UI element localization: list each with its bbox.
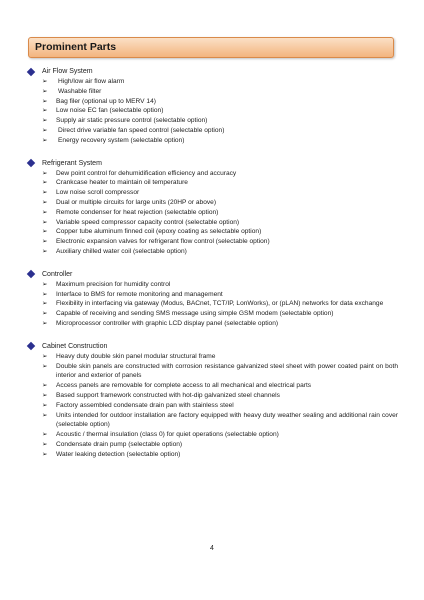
section-refrigerant-system bbox=[26, 158, 398, 257]
section-header bbox=[28, 37, 394, 58]
list-item: ➢ Variable speed compressor capacity control (selectable option) bbox=[42, 218, 240, 226]
section-air-flow-system bbox=[26, 66, 398, 146]
list-item: ➢ Double skin panels are constructed with corrosion resistance galvanized steel sheet with power coated paint on both interior and exterior of panels bbox=[42, 362, 398, 380]
list-item: ➢ Access panels are removable for complete access to all mechanical and electrical parts bbox=[42, 382, 312, 390]
arrow-icon: ➢ bbox=[42, 362, 48, 370]
section-cabinet-construction bbox=[26, 341, 398, 460]
arrow-icon: ➢ bbox=[42, 440, 48, 448]
section-controller bbox=[26, 269, 398, 329]
section-heading bbox=[26, 269, 398, 280]
diamond-icon bbox=[27, 270, 35, 278]
arrow-icon: ➢ bbox=[42, 382, 48, 390]
arrow-icon: ➢ bbox=[42, 411, 48, 419]
list-item: ➢ Dew point control for dehumidification efficiency and accuracy bbox=[42, 169, 237, 177]
arrow-icon: ➢ bbox=[42, 218, 48, 226]
arrow-icon: ➢ bbox=[42, 290, 48, 298]
list-item: ➢ Maximum precision for humidity control bbox=[42, 280, 171, 288]
arrow-icon: ➢ bbox=[42, 228, 48, 236]
arrow-icon: ➢ bbox=[42, 280, 48, 288]
arrow-icon: ➢ bbox=[42, 208, 48, 216]
arrow-icon: ➢ bbox=[42, 107, 48, 115]
list-item: ➢ Direct drive variable fan speed control (selectable option) bbox=[42, 126, 225, 134]
section-title: Cabinet Construction bbox=[42, 342, 108, 350]
list-item: ➢ Heavy duty double skin panel modular structural frame bbox=[42, 352, 216, 360]
document-body bbox=[26, 66, 398, 472]
list-item: ➢ Dual or multiple circuits for large units (20HP or above) bbox=[42, 198, 217, 206]
bullet-list bbox=[42, 169, 398, 257]
bullet-list bbox=[42, 280, 398, 329]
bullet-list bbox=[42, 352, 398, 460]
list-item: ➢ Remote condenser for heat rejection (selectable option) bbox=[42, 208, 219, 216]
list-item: ➢ Low noise scroll compressor bbox=[42, 189, 140, 197]
list-item: ➢ Factory assembled condensate drain pan with stainless steel bbox=[42, 401, 234, 409]
arrow-icon: ➢ bbox=[42, 450, 48, 458]
section-title: Air Flow System bbox=[42, 68, 93, 75]
list-item: ➢ Washable filter bbox=[42, 87, 102, 95]
arrow-icon: ➢ bbox=[42, 247, 48, 255]
section-heading bbox=[26, 66, 398, 77]
arrow-icon: ➢ bbox=[42, 179, 48, 187]
list-item: ➢ Crankcase heater to maintain oil temperature bbox=[42, 179, 188, 187]
arrow-icon: ➢ bbox=[42, 126, 48, 134]
diamond-icon bbox=[27, 67, 35, 75]
list-item: ➢ Based support framework constructed with hot-dip galvanized steel channels bbox=[42, 391, 280, 399]
list-item: ➢ Capable of receiving and sending SMS message using simple GSM modem (selectable option) bbox=[42, 310, 334, 318]
arrow-icon: ➢ bbox=[42, 310, 48, 318]
list-item: ➢ Interface to BMS for remote monitoring and management bbox=[42, 290, 223, 298]
list-item: ➢ Supply air static pressure control (selectable option) bbox=[42, 117, 208, 125]
diamond-icon bbox=[27, 159, 35, 167]
arrow-icon: ➢ bbox=[42, 401, 48, 409]
list-item: ➢ Auxiliary chilled water coil (selectable option) bbox=[42, 247, 187, 255]
diamond-icon bbox=[27, 342, 35, 350]
arrow-icon: ➢ bbox=[42, 169, 48, 177]
bullet-list bbox=[42, 77, 398, 146]
list-item: ➢ Microprocessor controller with graphic LCD display panel (selectable option) bbox=[42, 319, 279, 327]
list-item: ➢ Condensate drain pump (selectable option) bbox=[42, 440, 183, 448]
list-item: ➢ Water leaking detection (selectable option) bbox=[42, 450, 181, 458]
list-item: ➢ Energy recovery system (selectable option) bbox=[42, 136, 185, 144]
arrow-icon: ➢ bbox=[42, 352, 48, 360]
page-number: 4 bbox=[210, 545, 214, 552]
list-item: ➢ Copper tube aluminum finned coil (epoxy coating as selectable option) bbox=[42, 228, 262, 236]
list-item: ➢ Electronic expansion valves for refrigerant flow control (selectable option) bbox=[42, 238, 270, 246]
arrow-icon: ➢ bbox=[42, 87, 48, 95]
section-title: Controller bbox=[42, 270, 73, 278]
section-heading bbox=[26, 341, 398, 352]
arrow-icon: ➢ bbox=[42, 238, 48, 246]
section-title: Refrigerant System bbox=[42, 159, 102, 167]
list-item: ➢ Acoustic / thermal insulation (class 0) for quiet operations (selectable option) bbox=[42, 431, 279, 439]
arrow-icon: ➢ bbox=[42, 431, 48, 439]
arrow-icon: ➢ bbox=[42, 78, 48, 85]
list-item: ➢ Bag filer (optional up to MERV 14) bbox=[42, 97, 156, 105]
list-item: ➢ Low noise EC fan (selectable option) bbox=[42, 107, 164, 115]
list-item: ➢ Units intended for outdoor installation are factory equipped with heavy duty weather sealing and additional rain cover (selectable option) bbox=[42, 411, 398, 429]
arrow-icon: ➢ bbox=[42, 198, 48, 206]
arrow-icon: ➢ bbox=[42, 300, 48, 308]
arrow-icon: ➢ bbox=[42, 189, 48, 197]
arrow-icon: ➢ bbox=[42, 136, 48, 144]
arrow-icon: ➢ bbox=[42, 117, 48, 125]
section-heading bbox=[26, 158, 398, 169]
page-title: Prominent Parts bbox=[35, 41, 117, 53]
list-item: ➢ Flexibility in interfacing via gateway (Modus, BACnet, TCT/IP, LonWorks), or (pLAN) networks for data exchange bbox=[42, 300, 384, 308]
arrow-icon: ➢ bbox=[42, 319, 48, 327]
list-item: ➢ High/low air flow alarm bbox=[42, 78, 125, 85]
arrow-icon: ➢ bbox=[42, 391, 48, 399]
arrow-icon: ➢ bbox=[42, 97, 48, 105]
